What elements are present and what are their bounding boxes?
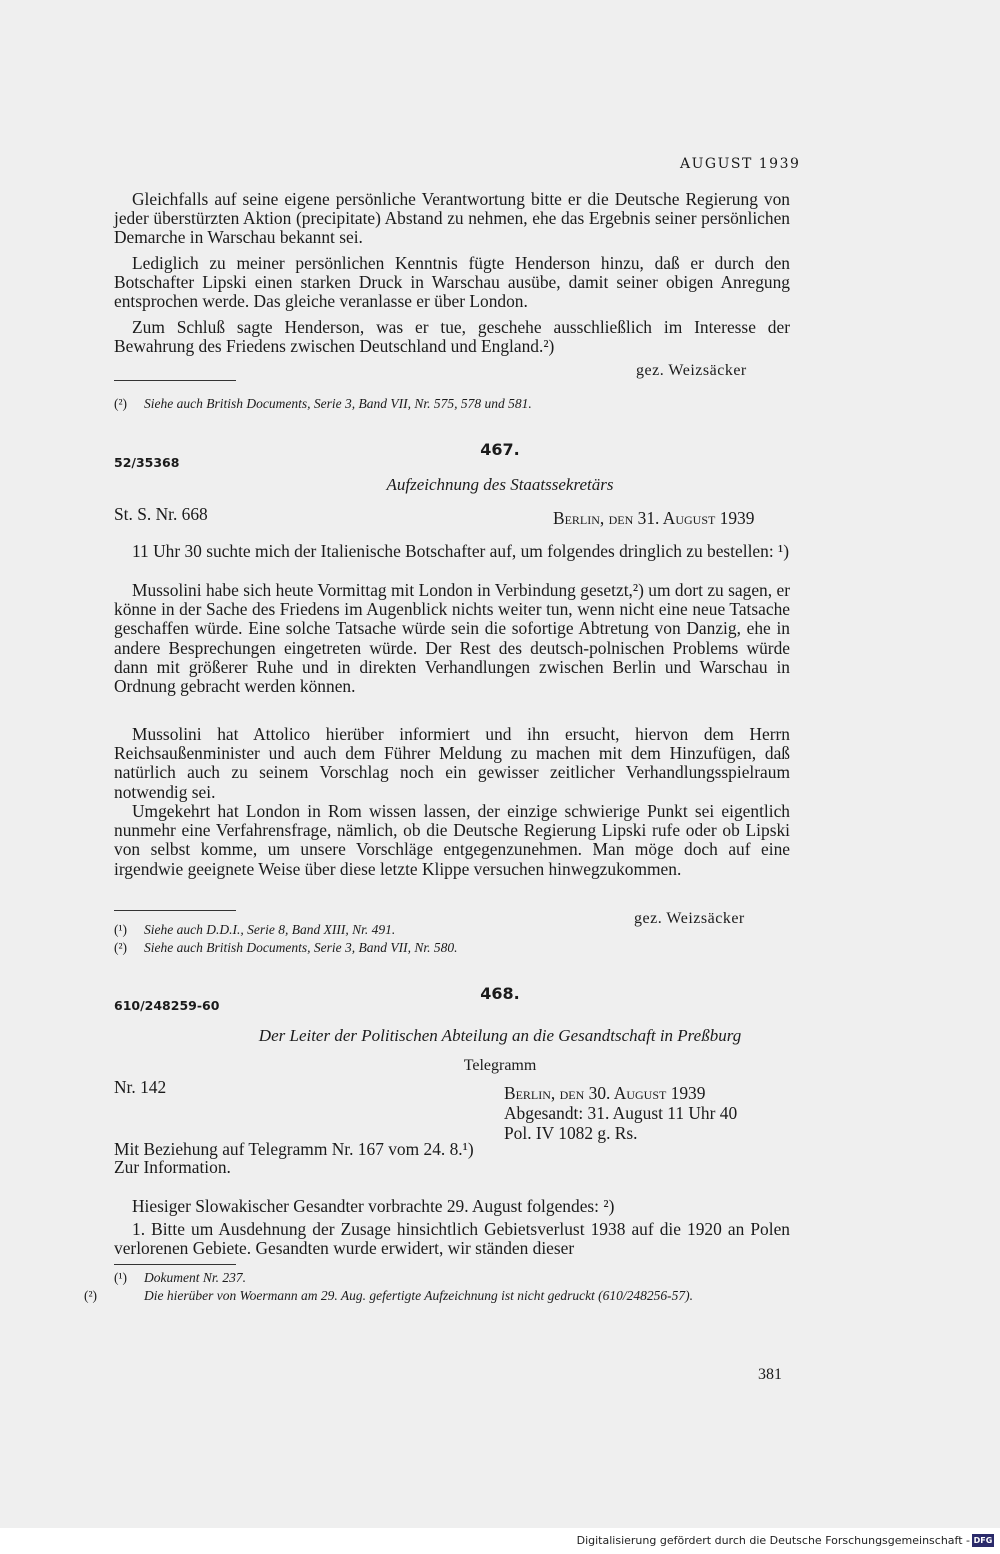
- footnote: [114, 1270, 246, 1286]
- file-number: 610/248259-60: [114, 998, 220, 1013]
- pol-reference: Pol. IV 1082 g. Rs.: [504, 1123, 638, 1143]
- footnote-rule: [114, 1264, 236, 1265]
- info-line: Zur Information.: [114, 1157, 231, 1177]
- file-number: 52/35368: [114, 455, 180, 470]
- footnote-mark: (²): [114, 940, 128, 955]
- footnote-mark: (²): [114, 396, 128, 411]
- footnote-text: Die hierüber von Woermann am 29. Aug. gefertigte Aufzeichnung ist nicht gedruckt (610/248256-57).: [144, 1288, 694, 1303]
- footer-bar: [0, 1528, 1000, 1554]
- paragraph: Mussolini hat Attolico hierüber informiert und ihn ersucht, hiervon dem Herrn Reichsaußenminister und auch dem Führer Meldung zu machen mit dem Hinzufügen, daß natürlich auch zu seinem Vorschlag noch ein gewisser zeitlicher Verhandlungsspielraum notwendig sei.: [114, 724, 790, 802]
- funding-notice: Digitalisierung gefördert durch die Deutsche Forschungsgemeinschaft -: [576, 1534, 970, 1547]
- paragraph: Zum Schluß sagte Henderson, was er tue, geschehe ausschließlich im Interesse der Bewahrung des Friedens zwischen Deutschland und England.²): [114, 317, 790, 357]
- footnote-text: Siehe auch British Documents, Serie 3, Band VII, Nr. 575, 578 und 581.: [144, 396, 532, 411]
- signature: gez. Weizsäcker: [634, 910, 745, 927]
- document-title: Aufzeichnung des Staatssekretärs: [386, 475, 614, 494]
- paragraph: Hiesiger Slowakischer Gesandter vorbrachte 29. August folgendes: ²): [132, 1196, 615, 1216]
- document-number: 467.: [480, 440, 520, 459]
- footnote: [114, 396, 532, 412]
- footnote: [114, 922, 395, 938]
- footnote-mark: (¹): [114, 1270, 128, 1285]
- paragraph: Gleichfalls auf seine eigene persönliche Verantwortung bitte er die Deutsche Regierung von jeder überstürzten Aktion (precipitate) Abstand zu nehmen, ehe das Ergebnis seiner persönlichen Demarche in Warschau bekannt sei.: [114, 189, 790, 248]
- footnote-mark: (¹): [114, 922, 128, 937]
- paragraph: Mussolini habe sich heute Vormittag mit London in Verbindung gesetzt,²) um dort zu sagen, er könne in der Sache des Friedens im Augenblick nichts weiter tun, wenn nicht eine neue Tatsache geschaffen würde. Eine solche Tatsache würde sein die sofortige Abtretung von Danzig, ehe in andere Besprechungen eingetreten würde. Der Rest des deutsch-polnischen Problems würde dann mit größerer Ruhe und in direkten Verhandlungen zwischen Berlin und Warschau in Ordnung gebracht werden können.: [114, 580, 790, 697]
- signature: gez. Weizsäcker: [636, 362, 747, 379]
- paragraph: Lediglich zu meiner persönlichen Kenntnis fügte Henderson hinzu, daß er durch den Botschafter Lipski einen starken Druck in Warschau ausübe, damit seiner obigen Anregung entsprochen werde. Das gleiche veranlasse er über London.: [114, 253, 790, 312]
- paragraph: 11 Uhr 30 suchte mich der Italienische Botschafter auf, um folgendes dringlich zu bestellen: ¹): [132, 541, 789, 561]
- footnote-text: Siehe auch British Documents, Serie 3, Band VII, Nr. 580.: [144, 940, 458, 955]
- paragraph: Umgekehrt hat London in Rom wissen lassen, der einzige schwierige Punkt sei eigentlich nunmehr eine Verfahrensfrage, nämlich, ob die Deutsche Regierung Lipski rufe oder ob Lipski von selbst komme, um unsere Vorschläge entgegenzunehmen. Man möge doch auf eine irgendwie geeignete Weise über diese letzte Klippe versuchen hinwegzukommen.: [114, 801, 790, 879]
- footnote: [114, 940, 457, 956]
- footnote: [84, 1288, 794, 1304]
- sent-line: Abgesandt: 31. August 11 Uhr 40: [504, 1103, 738, 1123]
- reference-line: Mit Beziehung auf Telegramm Nr. 167 vom 24. 8.¹): [114, 1139, 474, 1159]
- paragraph: 1. Bitte um Ausdehnung der Zusage hinsichtlich Gebietsverlust 1938 auf die 1920 an Polen verlorenen Gebiete. Gesandten wurde erwidert, wir ständen dieser: [114, 1219, 790, 1259]
- dfg-logo: DFG: [973, 1536, 993, 1545]
- document-number: 468.: [480, 984, 520, 1003]
- footnote-rule: [114, 910, 236, 911]
- place-date: Berlin, den 31. August 1939: [553, 508, 755, 528]
- footnote-rule: [114, 380, 236, 381]
- running-header: AUGUST 1939: [680, 156, 801, 172]
- page-number: 381: [758, 1366, 782, 1383]
- reference-number: Nr. 142: [114, 1077, 167, 1097]
- footnote-mark: (²): [84, 1288, 98, 1303]
- reference-number: St. S. Nr. 668: [114, 504, 208, 524]
- document-type: Telegramm: [463, 1057, 537, 1074]
- document-title: Der Leiter der Politischen Abteilung an die Gesandtschaft in Preßburg: [258, 1026, 742, 1045]
- footnote-text: Siehe auch D.D.I., Serie 8, Band XIII, Nr. 491.: [144, 922, 396, 937]
- place-date: Berlin, den 30. August 1939: [504, 1083, 706, 1103]
- footnote-text: Dokument Nr. 237.: [144, 1270, 246, 1285]
